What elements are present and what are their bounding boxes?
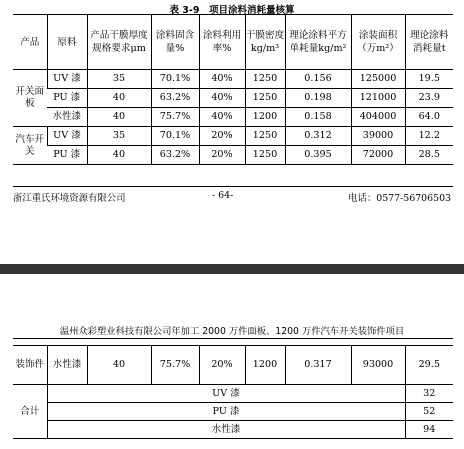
value-cell: 64.0: [405, 108, 453, 127]
column-header: 涂料利用率%: [199, 15, 245, 70]
material-cell: PU 漆: [47, 89, 87, 108]
table-caption: 表 3-9 项目涂料消耗量核算: [169, 5, 295, 16]
page-footer: [0, 190, 464, 204]
value-cell: 0.198: [285, 89, 351, 108]
page-header: 温州众彩塑业科技有限公司年加工 2000 万件面板、1200 万件汽车开关装饰件项目: [59, 326, 405, 337]
column-header: 涂料固含量%: [151, 15, 199, 70]
value-cell: 1200: [245, 346, 285, 385]
column-header: 理论涂料平方单耗量kg/m²: [285, 15, 351, 70]
value-cell: 39000: [351, 127, 405, 146]
value-cell: 20%: [199, 346, 245, 385]
value-cell: 404000: [351, 108, 405, 127]
material-cell: UV 漆: [47, 70, 87, 89]
value-cell: 23.9: [405, 89, 453, 108]
value-cell: 40: [87, 146, 151, 165]
value-cell: 0.395: [285, 146, 351, 165]
value-cell: 40%: [199, 89, 245, 108]
value-cell: 29.5: [405, 346, 453, 385]
product-cell: 装饰件: [13, 346, 47, 385]
value-cell: 12.2: [405, 127, 453, 146]
coating-consumption-table-continued: [13, 345, 453, 439]
value-cell: 40%: [199, 70, 245, 89]
value-cell: 0.317: [285, 346, 351, 385]
column-header: 涂装面积（万m²）: [351, 15, 405, 70]
total-value-cell: 52: [405, 403, 453, 421]
page-separator: [0, 264, 464, 274]
total-material-cell: 水性漆: [47, 421, 405, 439]
value-cell: 125000: [351, 70, 405, 89]
table-row: [13, 346, 453, 385]
value-cell: 19.5: [405, 70, 453, 89]
value-cell: 0.312: [285, 127, 351, 146]
value-cell: 1250: [245, 89, 285, 108]
value-cell: 63.2%: [151, 89, 199, 108]
material-cell: UV 漆: [47, 127, 87, 146]
table-header-row: [13, 15, 453, 70]
value-cell: 72000: [351, 146, 405, 165]
total-material-cell: PU 漆: [47, 403, 405, 421]
value-cell: 20%: [199, 127, 245, 146]
value-cell: 1250: [245, 70, 285, 89]
column-header: 理论涂料消耗量t: [405, 15, 453, 70]
material-cell: 水性漆: [47, 108, 87, 127]
product-cell: 开关面板: [13, 70, 47, 127]
footer-phone: 电话：0577-56706503: [348, 193, 451, 204]
value-cell: 0.158: [285, 108, 351, 127]
value-cell: 1250: [245, 146, 285, 165]
footer-page-number: - 64-: [212, 190, 234, 201]
material-cell: 水性漆: [47, 346, 87, 385]
value-cell: 63.2%: [151, 146, 199, 165]
value-cell: 1250: [245, 127, 285, 146]
total-row: [13, 403, 453, 421]
footer-rule: [13, 186, 453, 187]
product-cell: 汽车开关: [13, 127, 47, 165]
total-value-cell: 32: [405, 385, 453, 403]
value-cell: 40%: [199, 108, 245, 127]
value-cell: 70.1%: [151, 127, 199, 146]
table-row: [13, 108, 453, 127]
value-cell: 1200: [245, 108, 285, 127]
table-row: [13, 89, 453, 108]
total-row: [13, 421, 453, 439]
column-header: 产品: [13, 15, 47, 70]
footer-company: 浙江重氏环境资源有限公司: [13, 193, 126, 204]
column-header: 原料: [47, 15, 87, 70]
header-rule: [13, 338, 453, 339]
value-cell: 75.7%: [151, 346, 199, 385]
value-cell: 70.1%: [151, 70, 199, 89]
value-cell: 40: [87, 89, 151, 108]
table-row: [13, 146, 453, 165]
total-value-cell: 94: [405, 421, 453, 439]
table-row: [13, 70, 453, 89]
material-cell: PU 漆: [47, 146, 87, 165]
coating-consumption-table: [13, 14, 453, 165]
value-cell: 0.156: [285, 70, 351, 89]
value-cell: 35: [87, 127, 151, 146]
total-row: [13, 385, 453, 403]
value-cell: 93000: [351, 346, 405, 385]
value-cell: 40: [87, 108, 151, 127]
table-row: [13, 127, 453, 146]
column-header: 干膜密度kg/m³: [245, 15, 285, 70]
value-cell: 40: [87, 346, 151, 385]
value-cell: 121000: [351, 89, 405, 108]
total-label-cell: 合计: [13, 385, 47, 439]
value-cell: 75.7%: [151, 108, 199, 127]
column-header: 产品干膜厚度规格要求μm: [87, 15, 151, 70]
value-cell: 35: [87, 70, 151, 89]
total-material-cell: UV 漆: [47, 385, 405, 403]
value-cell: 28.5: [405, 146, 453, 165]
value-cell: 20%: [199, 146, 245, 165]
